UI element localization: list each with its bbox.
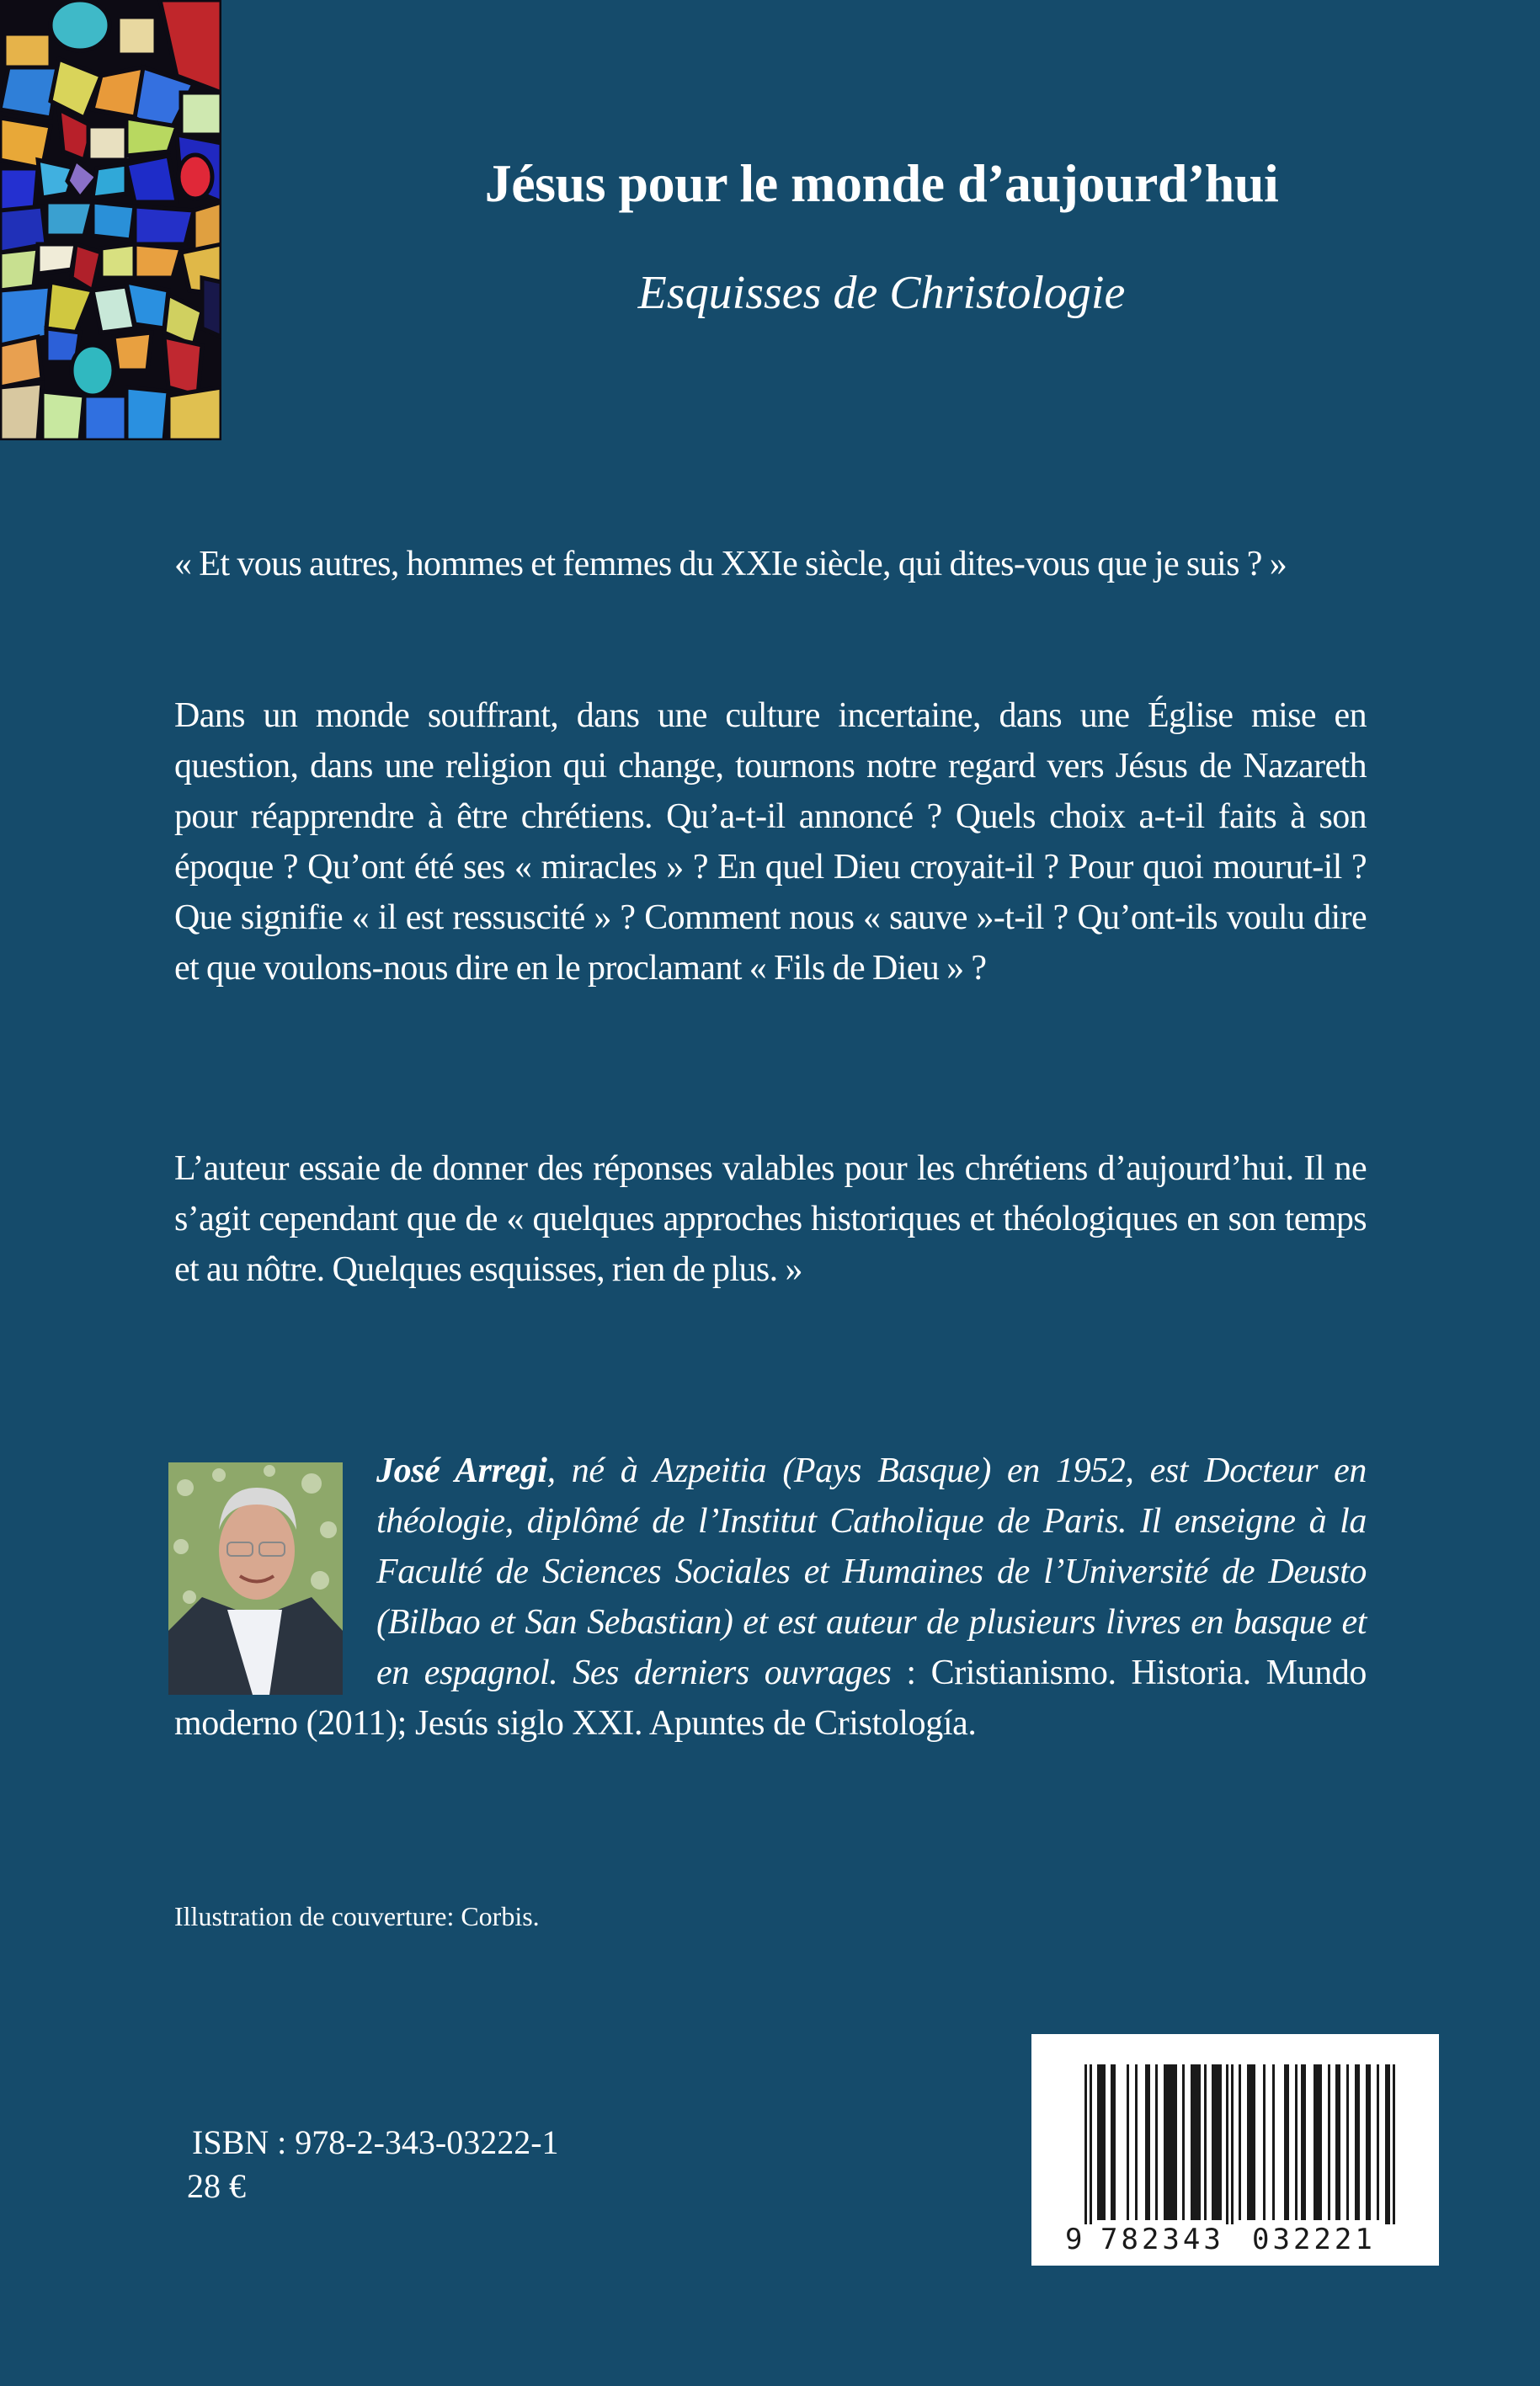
barcode-right-group: 032221 xyxy=(1252,2223,1376,2256)
book-title: Jésus pour le monde d’aujourd’hui xyxy=(484,153,1279,213)
blurb-author-intent-paragraph: L’auteur essaie de donner des réponses valables pour les chrétiens d’aujourd’hui. Il ne s’agit cependant que de « quelques approches historiques et théologiques en son temps et au nôtre. Quelques esquisses, rien de plus. » xyxy=(174,1149,1367,1289)
author-bio xyxy=(174,1446,1367,1749)
author-bio-works: : Cristianismo. Historia. Mundo moderno (2011); Jesús siglo XXI. Apuntes de Cristología. xyxy=(174,1654,1367,1743)
blurb-quote-paragraph: « Et vous autres, hommes et femmes du XXIe siècle, qui dites-vous que je suis ? » xyxy=(174,545,1287,583)
stained-glass-icon xyxy=(0,0,221,440)
photo-spacer xyxy=(174,1446,376,1698)
isbn-number: ISBN : 978-2-343-03222-1 xyxy=(192,2123,559,2161)
barcode-icon xyxy=(1031,2034,1439,2266)
isbn-barcode xyxy=(1031,2034,1439,2266)
book-subtitle: Esquisses de Christologie xyxy=(637,267,1126,319)
barcode-left-group: 782343 xyxy=(1100,2223,1224,2256)
illustration-credit: Illustration de couverture: Corbis. xyxy=(174,1901,540,1931)
blurb-questions-paragraph: Dans un monde souffrant, dans une culture incertaine, dans une Église mise en question, dans une religion qui change, tournons notre regard vers Jésus de Nazareth pour réapprendre à être chrétiens. Qu’a-t-il annoncé ? Quels choix a-t-il faits à son époque ? Qu’ont été ses « miracles » ? En quel Dieu croyait-il ? Pour quoi mourut-il ? Que signifie « il est ressuscité » ? Comment nous « sauve »-t-il ? Qu’ont-ils voulu dire et que voulons-nous dire en le proclamant « Fils de Dieu » ? xyxy=(174,696,1367,988)
stained-glass-image xyxy=(0,0,221,440)
author-name: José Arregi xyxy=(376,1451,547,1490)
author-bio-italic: , né à Azpeitia (Pays Basque) en 1952, est Docteur en théologie, diplômé de l’Institut Catholique de Paris. Il enseigne à la Faculté de Sciences Sociales et Humaines de l’Université de Deusto (Bilbao et San Sebastian) et est auteur de plusieurs livres en basque et en espagnol. Ses derniers ouvrages xyxy=(376,1451,1367,1692)
barcode-first-digit: 9 xyxy=(1065,2223,1083,2256)
price: 28 € xyxy=(187,2167,246,2205)
